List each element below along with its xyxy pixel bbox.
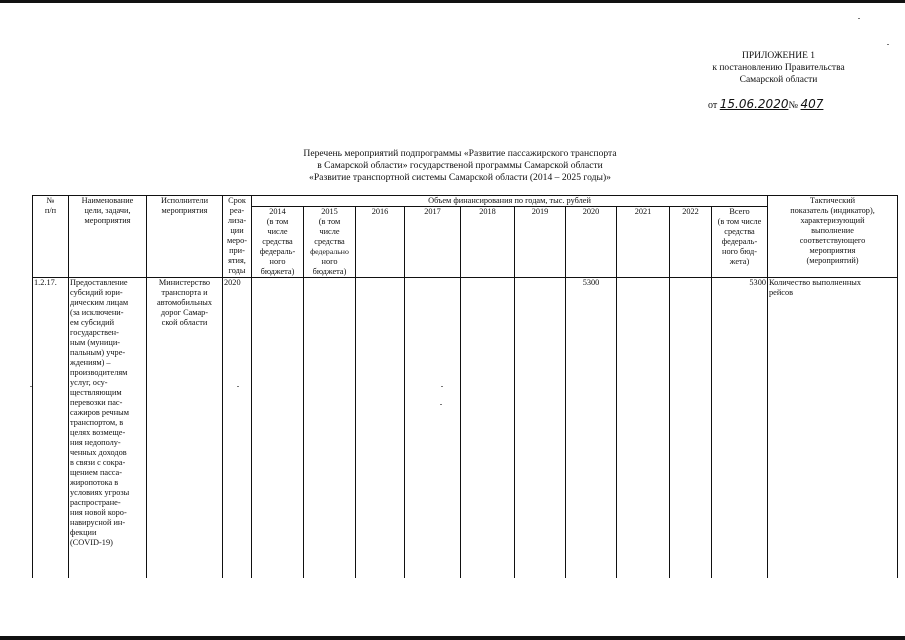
row-indicator: Количество выполненных рейсов: [768, 278, 898, 579]
date-value: 15.06.2020: [719, 97, 789, 111]
date-prefix: от: [708, 100, 718, 111]
row-cell-2014: [252, 278, 304, 579]
row-cell-2016: [356, 278, 405, 579]
document-date: [708, 97, 823, 111]
appendix-line: Самарской области: [739, 75, 818, 85]
appendix-block: [676, 50, 881, 86]
document-number: 407: [800, 97, 824, 111]
row-cell-2022: [670, 278, 712, 579]
table-row: [33, 278, 898, 579]
header-funding-group: Объем финансирования по годам, тыс. рублей: [252, 196, 768, 207]
header-year-2020: 2020: [566, 207, 617, 278]
row-term: 2020: [223, 278, 252, 579]
header-name: Наименование цели, задачи, мероприятия: [69, 196, 147, 278]
document-title: [250, 148, 670, 184]
row-executors: Министерство транспорта и автомобильных дорог Самар- ской области: [147, 278, 223, 579]
header-number: № п/п: [33, 196, 69, 278]
header-year-2018: 2018: [461, 207, 515, 278]
row-cell-2018: [461, 278, 515, 579]
scan-speck: [887, 44, 889, 45]
header-total: Всего (в том числе средства федераль- ного бюд- жета): [712, 207, 768, 278]
row-cell-2017: [405, 278, 461, 579]
scan-speck: [440, 404, 442, 405]
title-line: Перечень мероприятий подпрограммы «Развитие пассажирского транспорта: [303, 148, 617, 159]
header-executors: Исполнители мероприятия: [147, 196, 223, 278]
header-year-2021: 2021: [617, 207, 670, 278]
header-year-2017: 2017: [405, 207, 461, 278]
row-total: 5300: [712, 278, 768, 579]
row-name: Предоставление субсидий юри- дическим лицам (за исключени- ем субсидий государствен- ным (муници- пальным) учре- ждениям) – производителям услуг, осу- ществляющим перевозки пас- сажиров речным транспортом, в целях возмеще- ния недополу- ченных доходов в связи с сокра- щением пасса- жиропотока в условиях угрозы распростране- ния новой коро- навирусной ин- фекции (COVID-19): [69, 278, 147, 579]
appendix-title: ПРИЛОЖЕНИЕ 1: [741, 51, 816, 61]
scan-speck: [858, 18, 860, 19]
header-year-2014: 2014 (в том числе средства федераль- ного бюджета): [252, 207, 304, 278]
header-year-2015: 2015 (в том числе средства федерально ного бюджета): [304, 207, 356, 278]
measures-table: [32, 195, 898, 578]
scan-speck: [237, 386, 239, 387]
header-year-2019: 2019: [515, 207, 566, 278]
bottom-border: [0, 636, 905, 640]
row-value-2020: 5300: [566, 278, 617, 579]
row-cell-2019: [515, 278, 566, 579]
appendix-line: к постановлению Правительства: [712, 63, 845, 73]
scan-speck: [441, 386, 443, 387]
top-border: [0, 0, 905, 3]
scan-speck: [30, 386, 32, 387]
header-year-2022: 2022: [670, 207, 712, 278]
header-indicator: Тактический показатель (индикатор), характеризующий выполнение соответствующего мероприятия (мероприятий): [768, 196, 898, 278]
title-line: в Самарской области» государственой программы Самарской области: [317, 160, 603, 171]
row-cell-2021: [617, 278, 670, 579]
header-year-2016: 2016: [356, 207, 405, 278]
row-cell-2015: [304, 278, 356, 579]
row-number: 1.2.17.: [33, 278, 69, 579]
number-sign: №: [788, 100, 799, 111]
header-term: Срок реа- лиза- ции меро- при- ятия, годы: [223, 196, 252, 278]
title-line: «Развитие транспортной системы Самарской области (2014 – 2025 годы)»: [309, 172, 611, 183]
